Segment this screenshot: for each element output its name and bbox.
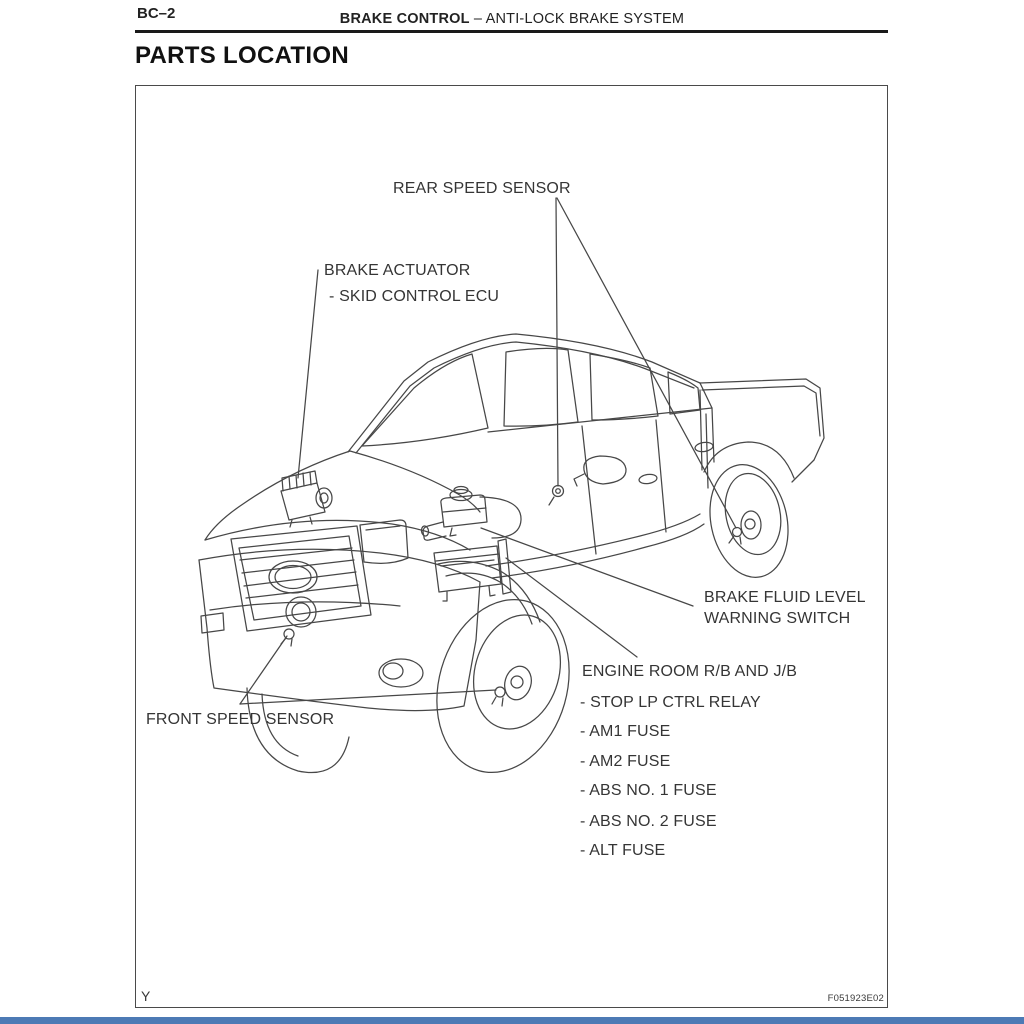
- section-title-rest: – ANTI-LOCK BRAKE SYSTEM: [473, 11, 685, 27]
- master-cylinder-reservoir: [421, 487, 521, 541]
- truck-cab: [348, 334, 714, 578]
- page-title: PARTS LOCATION: [135, 42, 349, 69]
- header-rule: [135, 30, 888, 33]
- leader-lines: [240, 198, 736, 704]
- fog-light: [379, 659, 423, 687]
- leader-rear-sensor-hub: [557, 198, 736, 528]
- rear-wheel: [700, 457, 798, 584]
- footer-mark: Y: [141, 988, 151, 1004]
- section-title-bold: BRAKE CONTROL: [339, 11, 470, 27]
- headlight: [360, 520, 408, 563]
- label-engine-room-rb-jb: ENGINE ROOM R/B AND J/B: [582, 663, 798, 680]
- figure-number: F051923E02: [827, 993, 884, 1004]
- front-speed-sensor-marker-left: [281, 629, 294, 646]
- leader-fluid-switch: [481, 528, 693, 606]
- rear-door-handle: [694, 441, 713, 452]
- label-brake-fluid-level: BRAKE FLUID LEVEL: [704, 589, 866, 606]
- page-code: BC–2: [137, 5, 176, 22]
- right-front-wheel: [417, 584, 589, 788]
- front-door-handle: [638, 473, 657, 484]
- leader-rear-sensor-door: [556, 198, 558, 486]
- label-warning-switch: WARNING SWITCH: [704, 610, 851, 627]
- label-brake-actuator: BRAKE ACTUATOR: [324, 262, 471, 279]
- vehicle-illustration: [135, 85, 888, 1008]
- leader-engine-room: [506, 558, 637, 657]
- bottom-accent-bar: [0, 1017, 1024, 1024]
- brake-actuator-unit: [281, 471, 332, 527]
- label-stop-lp-ctrl-relay: - STOP LP CTRL RELAY: [580, 694, 761, 711]
- front-clip: [205, 451, 540, 624]
- rear-speed-sensor-marker-hub: [729, 528, 742, 545]
- leader-front-sensor-left: [240, 636, 287, 704]
- label-abs-no2-fuse: - ABS NO. 2 FUSE: [580, 813, 717, 830]
- label-rear-speed-sensor: REAR SPEED SENSOR: [393, 180, 571, 197]
- label-front-speed-sensor: FRONT SPEED SENSOR: [146, 711, 335, 728]
- side-mirror: [574, 456, 626, 486]
- label-abs-no1-fuse: - ABS NO. 1 FUSE: [580, 782, 717, 799]
- leader-brake-actuator: [298, 270, 318, 478]
- label-am1-fuse: - AM1 FUSE: [580, 723, 671, 740]
- rear-speed-sensor-marker-door: [549, 486, 564, 506]
- grille: [231, 526, 371, 631]
- label-am2-fuse: - AM2 FUSE: [580, 753, 671, 770]
- label-skid-control-ecu: - SKID CONTROL ECU: [329, 288, 500, 305]
- truck-bed: [700, 379, 824, 482]
- section-title: [0, 11, 1024, 27]
- label-alt-fuse: - ALT FUSE: [580, 842, 666, 859]
